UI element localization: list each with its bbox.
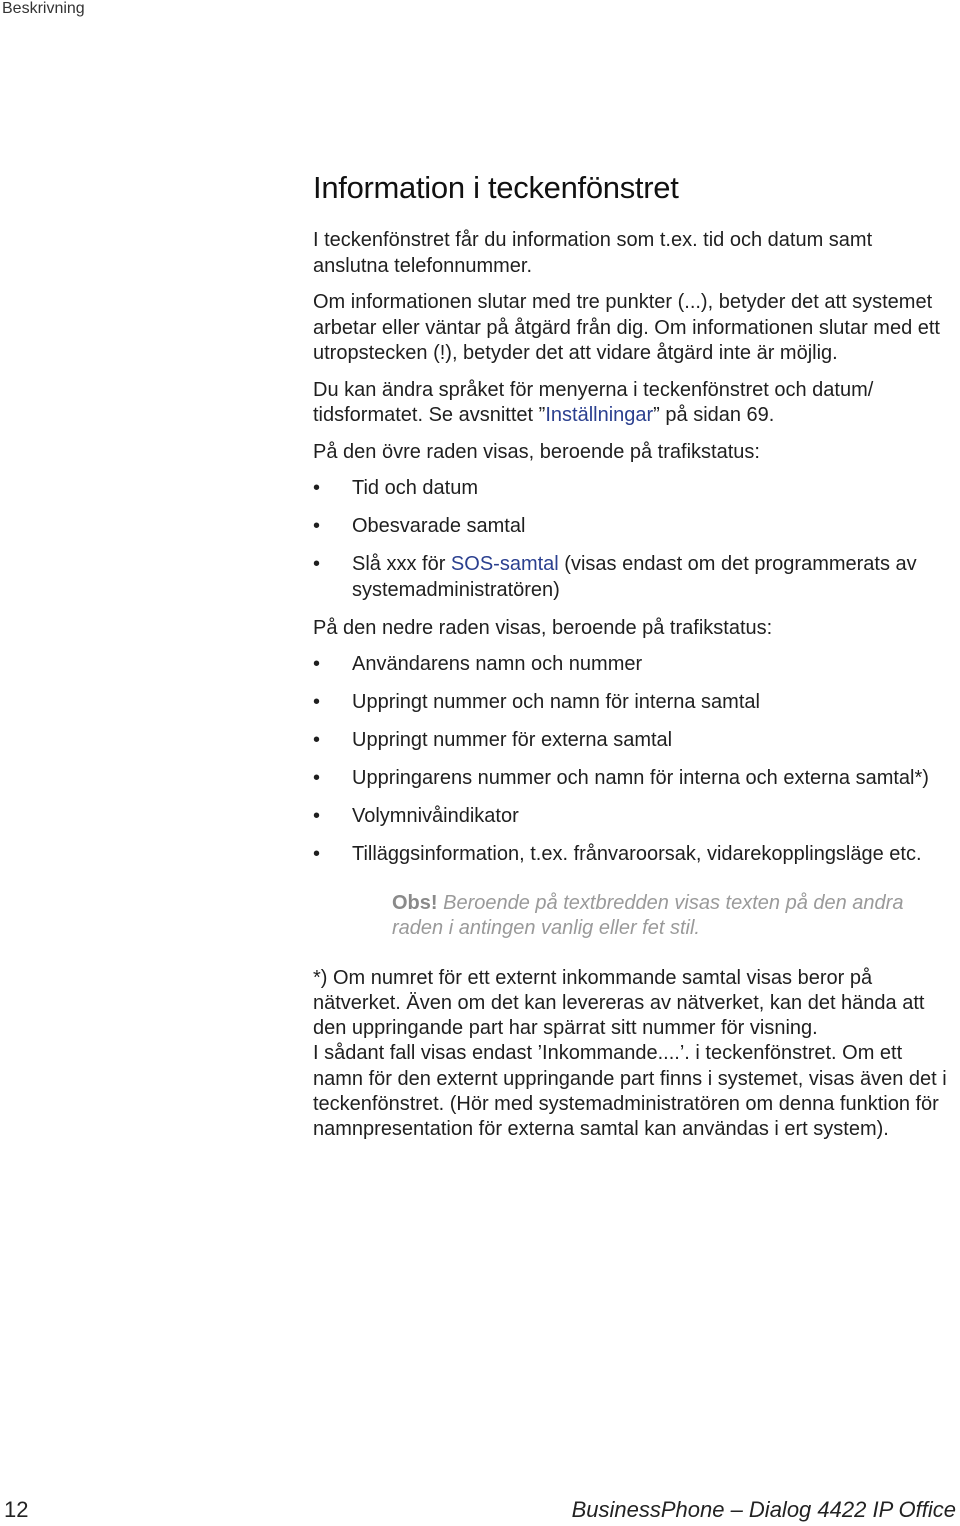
list-item	[313, 690, 953, 716]
footnote-paragraph	[313, 966, 953, 1143]
list-item	[313, 552, 953, 603]
main-content	[313, 168, 953, 1143]
list-item	[313, 842, 953, 868]
list-item-text: Tilläggsinformation, t.ex. frånvaroorsak, vidarekopplingsläge etc.	[352, 843, 922, 865]
list-item-text: Uppringarens nummer och namn för interna och externa samtal*)	[352, 767, 929, 789]
list-item-text: Volymnivåindikator	[352, 805, 519, 827]
upper-row-intro: På den övre raden visas, beroende på trafikstatus:	[313, 440, 760, 463]
bullet-icon: •	[313, 729, 321, 751]
bullet-icon: •	[313, 553, 321, 575]
bullet-icon: •	[313, 805, 321, 827]
list-item	[313, 652, 953, 678]
lower-row-list	[313, 652, 953, 868]
upper-row-list	[313, 476, 953, 603]
list-item-text: Uppringt nummer för externa samtal	[352, 729, 673, 751]
dots-info-paragraph: Om informationen slutar med tre punkter (...), betyder det att systemet arbetar eller väntar på åtgärd från dig. Om informationen slutar med ett utropstecken (!), betyder det att vidare åtgärd inte är möjlig.	[313, 291, 940, 364]
bullet-icon: •	[313, 653, 321, 675]
footnote-line-2: I sådant fall visas endast ’Inkommande....’. i teckenfönstret. Om ett namn för den externt uppringande part finns i systemet, visas även det i teckenfönstret. (Hör med systemadministratören om denna funktion för namnpresentation för externa samtal kan användas i ert system).	[313, 1042, 947, 1141]
lower-row-intro: På den nedre raden visas, beroende på trafikstatus:	[313, 616, 773, 639]
settings-link[interactable]: Inställningar	[545, 404, 654, 426]
list-item-text: Obesvarade samtal	[352, 515, 526, 537]
bullet-icon: •	[313, 515, 321, 537]
page-number: 12	[4, 1497, 29, 1522]
list-item-text-after: (visas endast om det programmerats av systemadministratören)	[352, 553, 917, 601]
list-item-text-before: Slå xxx för	[352, 553, 451, 575]
footnote-line-1: *) Om numret för ett externt inkommande samtal visas beror på nätverket. Även om det kan levereras av nätverket, kan det hända att den uppringande part har spärrat sitt nummer för visning.	[313, 966, 925, 1040]
language-paragraph	[313, 378, 953, 429]
note-label: Obs!	[392, 891, 438, 914]
list-item	[313, 728, 953, 754]
list-item	[313, 514, 953, 540]
list-item	[313, 476, 953, 502]
list-item-text: Tid och datum	[352, 477, 478, 499]
bullet-icon: •	[313, 691, 321, 713]
intro-paragraph: I teckenfönstret får du information som t.ex. tid och datum samt anslutna telefonnummer.	[313, 229, 873, 277]
list-item	[313, 804, 953, 830]
product-name: BusinessPhone – Dialog 4422 IP Office	[571, 1497, 956, 1522]
language-text-before: Du kan ändra språket för menyerna i teckenfönstret och datum/ tidsformatet. Se avsnittet ”	[313, 378, 874, 426]
section-label: Beskrivning	[2, 0, 85, 17]
bullet-icon: •	[313, 843, 321, 865]
bullet-icon: •	[313, 767, 321, 789]
page-title: Information i teckenfönstret	[313, 170, 679, 205]
sos-call-link[interactable]: SOS-samtal	[450, 553, 559, 575]
list-item	[313, 766, 953, 792]
bullet-icon: •	[313, 477, 321, 499]
language-text-after: ” på sidan 69.	[653, 404, 775, 426]
note-text: Beroende på textbredden visas texten på den andra raden i antingen vanlig eller fet stil.	[392, 891, 904, 939]
list-item-text: Uppringt nummer och namn för interna samtal	[352, 691, 760, 713]
note-box	[392, 891, 953, 942]
list-item-text: Användarens namn och nummer	[352, 653, 643, 675]
